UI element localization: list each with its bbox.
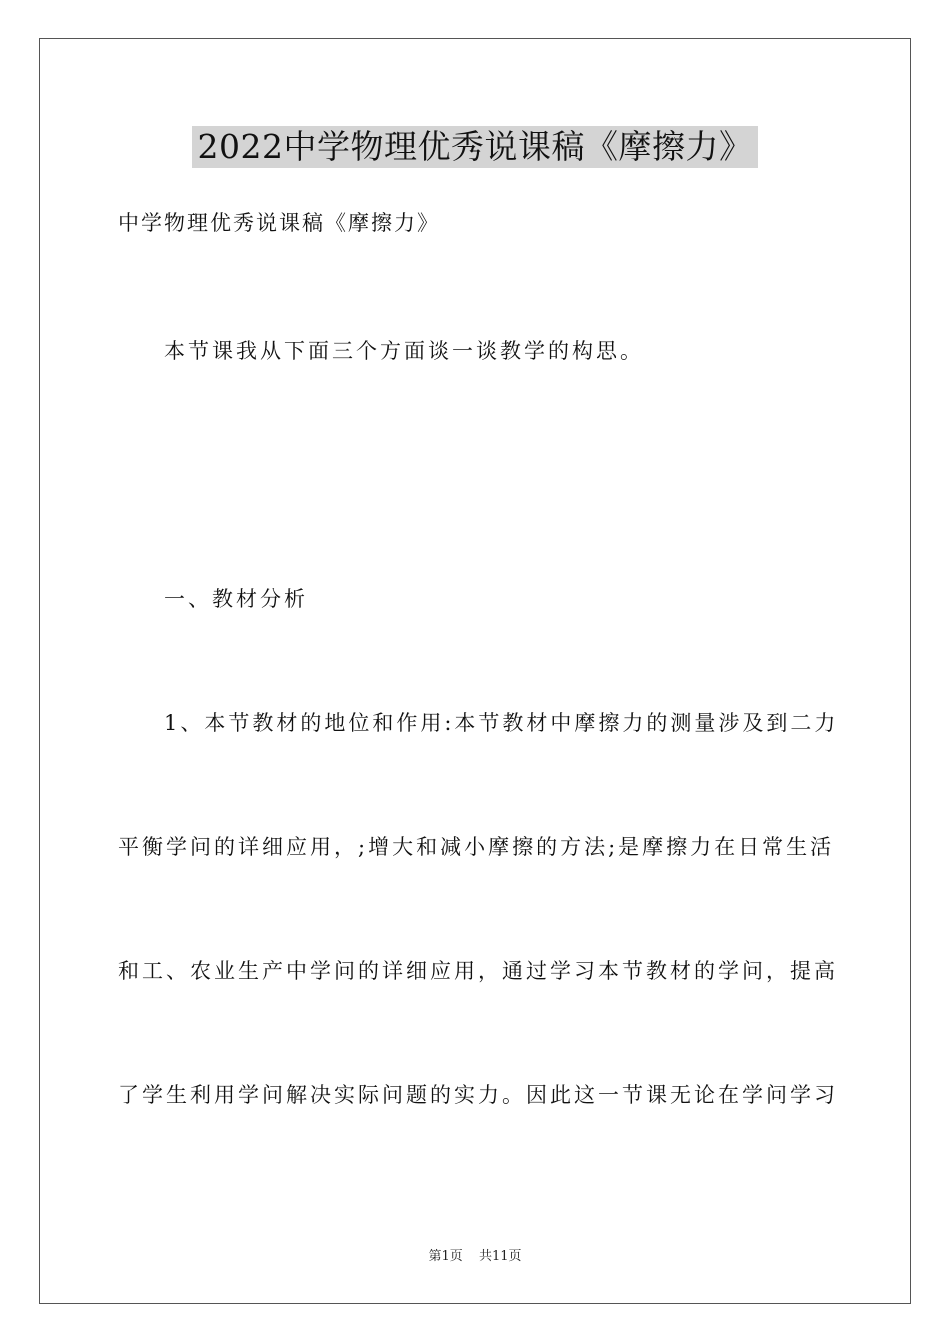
paragraph-line-2: 平衡学问的详细应用，;增大和减小摩擦的方法;是摩擦力在日常生活 xyxy=(118,835,835,859)
paragraph-line-1: 1、本节教材的地位和作用:本节教材中摩擦力的测量涉及到二力 xyxy=(164,711,839,735)
paragraph-line-4: 了学生利用学问解决实际问题的实力。因此这一节课无论在学问学习 xyxy=(118,1083,838,1107)
page-number: 第1页 xyxy=(428,1249,463,1264)
section-heading-textbook-analysis: 一、教材分析 xyxy=(164,587,308,611)
document-title xyxy=(0,126,950,168)
document-subtitle: 中学物理优秀说课稿《摩擦力》 xyxy=(118,211,440,235)
page-footer xyxy=(0,1248,950,1266)
paragraph-line-3: 和工、农业生产中学问的详细应用，通过学习本节教材的学问，提高 xyxy=(118,959,838,983)
document-title-text: 2022中学物理优秀说课稿《摩擦力》 xyxy=(192,126,759,168)
page-total: 共11页 xyxy=(478,1249,522,1264)
paragraph-intro: 本节课我从下面三个方面谈一谈教学的构思。 xyxy=(164,339,644,363)
